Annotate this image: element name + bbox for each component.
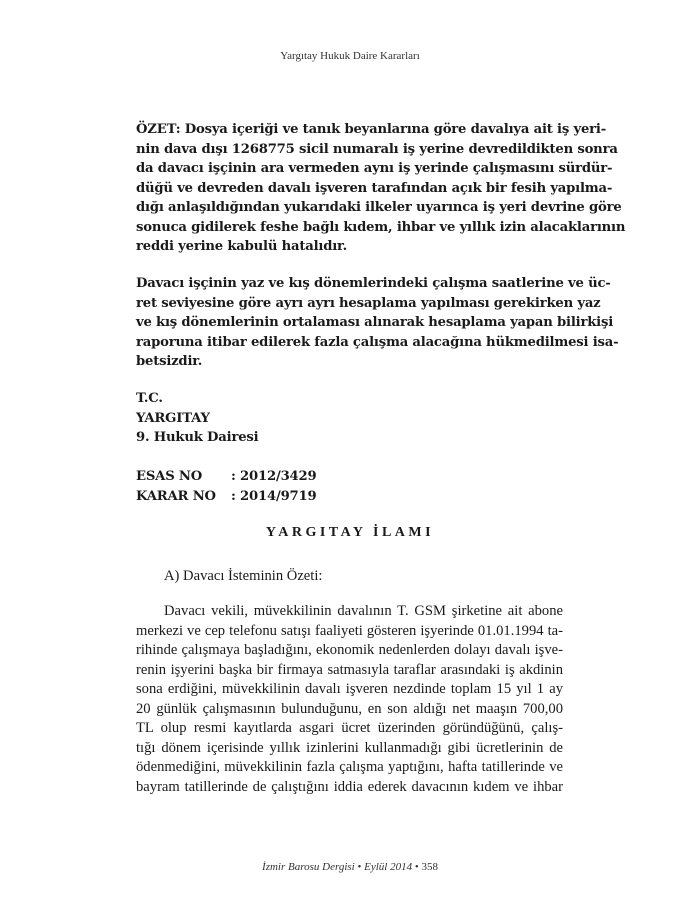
- section-a-heading: A) Davacı İsteminin Özeti:: [164, 568, 323, 584]
- text-line: raporuna itibar edilerek fazla çalışma alacağına hükmedilmesi isa-: [136, 334, 619, 350]
- text-line: nin dava dışı 1268775 sicil numaralı iş yerine devredildikten sonra: [136, 141, 618, 157]
- body-paragraph: [136, 602, 563, 797]
- page-footer: [0, 861, 700, 873]
- case-numbers: [136, 467, 563, 506]
- karar-value: : 2014/9719: [231, 488, 317, 504]
- text-line: sonuca gidilerek feshe bağlı kıdem, ihbar ve yıllık izin alacaklarının: [136, 219, 626, 235]
- journal-name: İzmir Barosu Dergisi: [262, 861, 355, 873]
- text-line: rihinde çalışmaya başladığını, ekonomik nedenlerden dolayı davalı işve-: [136, 642, 563, 658]
- esas-row: [136, 467, 563, 487]
- text-line: Davacı işçinin yaz ve kış dönemlerindeki çalışma saatlerine ve üc-: [136, 276, 611, 291]
- separator: •: [357, 861, 362, 873]
- text-line: Davacı vekili, müvekkilinin davalının T. GSM şirketine ait abone: [164, 603, 563, 619]
- court-block: [136, 389, 563, 448]
- text-line: TL olup resmi kayıtlarda asgari ücret üzerinden göründüğünü, çalış-: [136, 720, 563, 736]
- country-abbrev: T.C.: [136, 391, 163, 406]
- text-line: tığı dönem içerisinde yıllık izinlerini kullanmadığı gibi ücretlerinin de: [136, 739, 563, 756]
- text-line: bayram tatillerinde de çalıştığını iddia ederek davacının kıdem ve ihbar: [136, 778, 563, 795]
- text-line: ödenmediğini, müvekkilinin fazla çalışma yaptığını, hafta tatillerinde ve: [136, 759, 563, 775]
- text-line: merkezi ve cep telefonu satışı faaliyeti gösteren işyerinde 01.01.1994 ta-: [136, 622, 563, 639]
- text-line: da davacı işçinin ara vermeden aynı iş yerinde çalışmasını sürdür-: [136, 161, 613, 176]
- chamber-name: 9. Hukuk Dairesi: [136, 430, 259, 445]
- karar-label: KARAR NO: [136, 488, 216, 504]
- section-title: YARGITAY İLAMI: [265, 525, 435, 540]
- running-header: Yargıtay Hukuk Daire Kararları: [280, 50, 420, 62]
- text-line: ve kış dönemlerinin ortalaması alınarak hesaplama yapan bilirkişi: [136, 315, 614, 330]
- summary-paragraph: [136, 120, 626, 257]
- text-line: betsizdir.: [136, 354, 203, 369]
- text-line: ÖZET: Dosya içeriği ve tanık beyanlarına göre davalıya ait iş yeri-: [136, 122, 606, 137]
- text-line: sona erdiğini, müvekkilinin davalı işveren nezdinde toplam 15 yıl 1 ay: [136, 681, 563, 697]
- separator: •: [414, 861, 419, 873]
- issue-date: Eylül 2014: [364, 861, 413, 873]
- esas-value: : 2012/3429: [231, 469, 317, 484]
- summary-paragraph-2: [136, 274, 619, 372]
- section-a: [136, 567, 563, 587]
- karar-row: [136, 487, 563, 507]
- page-number: 358: [421, 861, 438, 873]
- text-line: reddi yerine kabulü hatalıdır.: [136, 239, 347, 254]
- esas-label: ESAS NO: [136, 469, 203, 484]
- text-line: dığı anlaşıldığından yukarıdaki ilkeler uyarınca iş yeri devrine göre: [136, 200, 622, 215]
- court-name: YARGITAY: [136, 410, 210, 426]
- text-line: ret seviyesine göre ayrı ayrı hesaplama yapılması gerekirken yaz: [136, 295, 601, 311]
- text-line: renin işyerini başka bir firmaya satmasıyla taraflar arasındaki iş akdinin: [136, 661, 563, 678]
- text-line: 20 günlük çalışmasının bulunduğunu, en son aldığı net maaşın 700,00: [136, 700, 563, 717]
- text-line: düğü ve devreden davalı işveren tarafından açık bir fesih yapılma-: [136, 180, 613, 196]
